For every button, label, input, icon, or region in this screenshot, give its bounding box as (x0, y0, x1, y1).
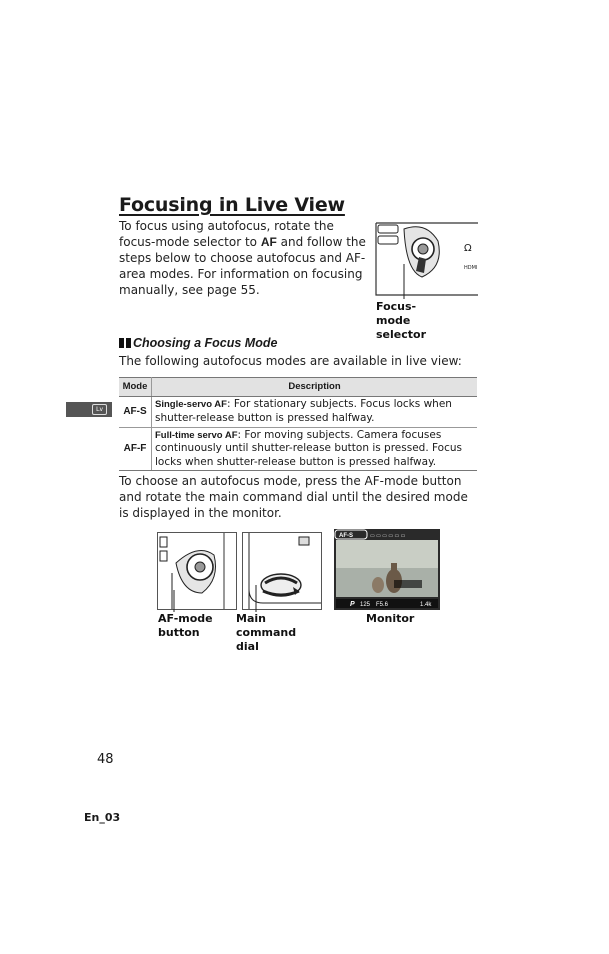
mode-description: : For moving subjects. Camera focuses continuously until shutter-release button is pressed. Focus locks when shutter-release button is pressed halfway. (155, 428, 462, 468)
table-header-mode: Mode (119, 378, 152, 397)
af-mode-button-caption: AF-mode button (158, 612, 213, 639)
monitor-count: 1.4k (420, 602, 432, 608)
mode-term: Full-time servo AF (155, 429, 238, 441)
instruction-paragraph: To choose an autofocus mode, press the AF-mode button and rotate the main command dial until the desired mode is displayed in the monitor. (119, 474, 468, 520)
intro-text-after: and follow the steps below to choose autofocus and AF-area modes. For information on focusing manually, see page 55. (119, 235, 366, 297)
section-heading-text: Choosing a Focus Mode (133, 336, 278, 350)
mode-cell: AF-F (119, 427, 152, 471)
mode-term: Single-servo AF (155, 399, 227, 410)
page-title: Focusing in Live View (119, 194, 345, 216)
monitor-af-mode-label: AF-S (339, 533, 353, 539)
monitor-aperture: F5.6 (376, 602, 389, 608)
mode-cell: AF-S (119, 396, 152, 427)
monitor-mode-p: P (350, 601, 355, 608)
focus-mode-selector-caption: Focus-mode selector (376, 300, 426, 341)
page-number: 48 (97, 752, 114, 767)
monitor-shutter: 125 (360, 602, 371, 608)
svg-text:HDMI: HDMI (464, 265, 478, 271)
af-setting: AF (260, 235, 277, 249)
mode-description: : For stationary subjects. Focus locks when shutter-release button is pressed halfway. (155, 398, 452, 424)
monitor-caption: Monitor (366, 612, 415, 625)
live-view-icon: Lv (92, 404, 107, 415)
main-command-dial-caption: Main command dial (236, 612, 297, 653)
intro-text-before: To focus using autofocus, rotate the focus-mode selector to (119, 219, 334, 249)
section-lead: The following autofocus modes are available in live view: (119, 354, 462, 368)
table-header-description: Description (152, 378, 478, 397)
svg-text:Ω: Ω (464, 243, 472, 254)
svg-text:▭ ▭ ▭ ▭ ▭ ▭: ▭ ▭ ▭ ▭ ▭ ▭ (370, 533, 406, 539)
footer-code: En_03 (84, 811, 121, 824)
